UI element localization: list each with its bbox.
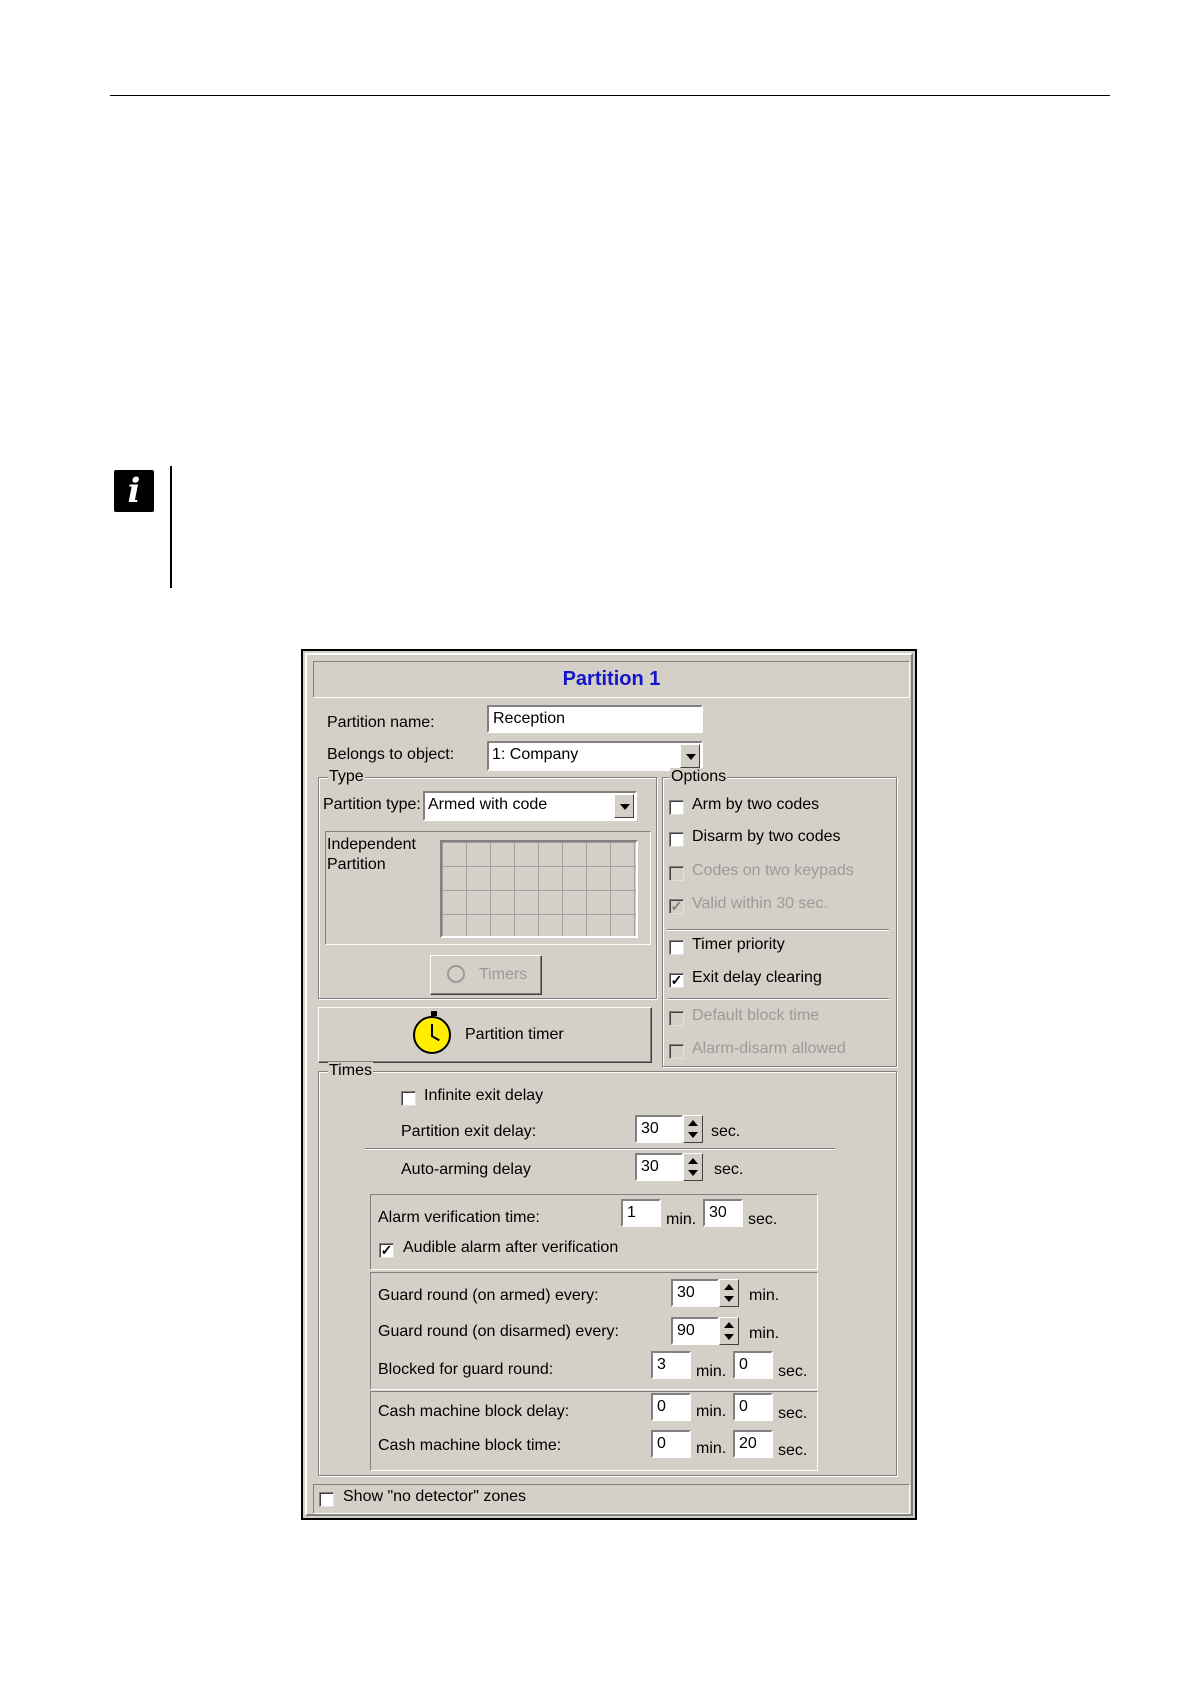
chevron-down-icon[interactable] [614, 794, 634, 818]
times-group-label: Times [329, 1062, 372, 1079]
cash-delay-label: Cash machine block delay: [378, 1403, 570, 1420]
partition-name-input[interactable]: Reception [487, 705, 703, 733]
valid-within-label: Valid within 30 sec. [692, 895, 828, 912]
min-unit: min. [666, 1211, 697, 1228]
show-no-detector-label: Show "no detector" zones [343, 1488, 527, 1505]
belongs-select[interactable] [487, 741, 703, 771]
timers-button-label: Timers [479, 966, 528, 983]
min-unit: min. [749, 1325, 780, 1342]
header-rule [110, 95, 1110, 96]
arm-two-codes-label: Arm by two codes [692, 796, 820, 813]
partition-timer-label: Partition timer [465, 1026, 564, 1043]
guard-disarmed-input[interactable]: 90 [671, 1317, 719, 1345]
partition-type-select[interactable] [423, 791, 637, 821]
cash-time-min-input[interactable]: 0 [651, 1430, 691, 1458]
disarm-two-codes-label: Disarm by two codes [692, 828, 841, 845]
guard-disarmed-spinner[interactable] [671, 1317, 741, 1345]
alarm-verification-label: Alarm verification time: [378, 1209, 540, 1226]
min-unit: min. [749, 1287, 780, 1304]
spin-buttons[interactable] [719, 1317, 739, 1345]
cash-delay-min-input[interactable]: 0 [651, 1393, 691, 1421]
verification-box [370, 1194, 818, 1270]
audible-alarm-label: Audible alarm after verification [403, 1239, 619, 1256]
infinite-exit-delay-label: Infinite exit delay [424, 1087, 544, 1104]
guard-armed-label: Guard round (on armed) every: [378, 1287, 599, 1304]
options-group-label: Options [671, 768, 727, 785]
exit-delay-clearing-checkbox[interactable]: ✓ [670, 972, 683, 988]
cash-time-label: Cash machine block time: [378, 1437, 562, 1454]
alarm-disarm-label: Alarm-disarm allowed [692, 1040, 846, 1057]
default-block-time-label: Default block time [692, 1007, 820, 1024]
spin-buttons[interactable] [719, 1279, 739, 1307]
exit-delay-clearing-label: Exit delay clearing [692, 969, 822, 986]
valid-within-checkbox[interactable]: ✓ [670, 898, 683, 914]
type-group-label: Type [329, 768, 364, 785]
blocked-guard-label: Blocked for guard round: [378, 1361, 554, 1378]
timers-button[interactable] [430, 955, 542, 995]
alarm-verification-min-input[interactable]: 1 [621, 1199, 661, 1227]
min-unit: min. [696, 1363, 727, 1380]
audible-alarm-checkbox[interactable]: ✓ [380, 1242, 393, 1258]
options-separator [667, 998, 889, 1000]
info-icon: i [114, 470, 154, 512]
timer-priority-checkbox[interactable] [669, 940, 684, 955]
independent-label-1: Independent [327, 836, 416, 853]
spin-buttons[interactable] [683, 1115, 703, 1143]
exit-delay-label: Partition exit delay: [401, 1123, 537, 1140]
partition-name-label: Partition name: [327, 714, 435, 731]
sec-unit: sec. [714, 1161, 744, 1178]
independent-label-2: Partition [327, 856, 386, 873]
exit-delay-spinner[interactable] [635, 1115, 705, 1143]
exit-delay-input[interactable]: 30 [635, 1115, 683, 1143]
alarm-disarm-checkbox[interactable] [669, 1044, 684, 1059]
sec-unit: sec. [778, 1363, 808, 1380]
partition-timer-button[interactable] [318, 1007, 652, 1063]
belongs-value: 1: Company [492, 746, 579, 763]
auto-arming-label: Auto-arming delay [401, 1161, 531, 1178]
cash-time-sec-input[interactable]: 20 [733, 1430, 773, 1458]
codes-two-keypads-label: Codes on two keypads [692, 862, 854, 879]
note-bar [170, 466, 172, 588]
alarm-verification-sec-input[interactable]: 30 [703, 1199, 743, 1227]
cash-delay-sec-input[interactable]: 0 [733, 1393, 773, 1421]
auto-arming-input[interactable]: 30 [635, 1153, 683, 1181]
spin-buttons[interactable] [683, 1153, 703, 1181]
min-unit: min. [696, 1440, 727, 1457]
partition-grid[interactable] [440, 840, 638, 938]
sec-unit: sec. [711, 1123, 741, 1140]
timer-priority-label: Timer priority [692, 936, 785, 953]
partition-dialog [301, 649, 917, 1520]
partition-type-label: Partition type: [323, 796, 421, 813]
partition-type-value: Armed with code [428, 796, 548, 813]
default-block-time-checkbox[interactable] [669, 1011, 684, 1026]
infinite-exit-delay-checkbox[interactable] [401, 1091, 416, 1106]
chevron-down-icon[interactable] [680, 744, 700, 768]
blocked-guard-sec-input[interactable]: 0 [733, 1351, 773, 1379]
show-no-detector-checkbox[interactable] [319, 1492, 334, 1507]
sec-unit: sec. [778, 1442, 808, 1459]
sec-unit: sec. [748, 1211, 778, 1228]
disarm-two-codes-checkbox[interactable] [669, 832, 684, 847]
sec-unit: sec. [778, 1405, 808, 1422]
dialog-title: Partition 1 [313, 661, 910, 698]
min-unit: min. [696, 1403, 727, 1420]
blocked-guard-min-input[interactable]: 3 [651, 1351, 691, 1379]
belongs-label: Belongs to object: [327, 746, 455, 763]
guard-armed-spinner[interactable] [671, 1279, 741, 1307]
auto-arming-spinner[interactable] [635, 1153, 705, 1181]
times-separator [365, 1148, 835, 1150]
arm-two-codes-checkbox[interactable] [669, 800, 684, 815]
stopwatch-icon [447, 965, 465, 983]
guard-disarmed-label: Guard round (on disarmed) every: [378, 1323, 619, 1340]
stopwatch-icon [413, 1016, 451, 1054]
guard-armed-input[interactable]: 30 [671, 1279, 719, 1307]
options-separator [667, 929, 889, 931]
codes-two-keypads-checkbox[interactable] [669, 866, 684, 881]
